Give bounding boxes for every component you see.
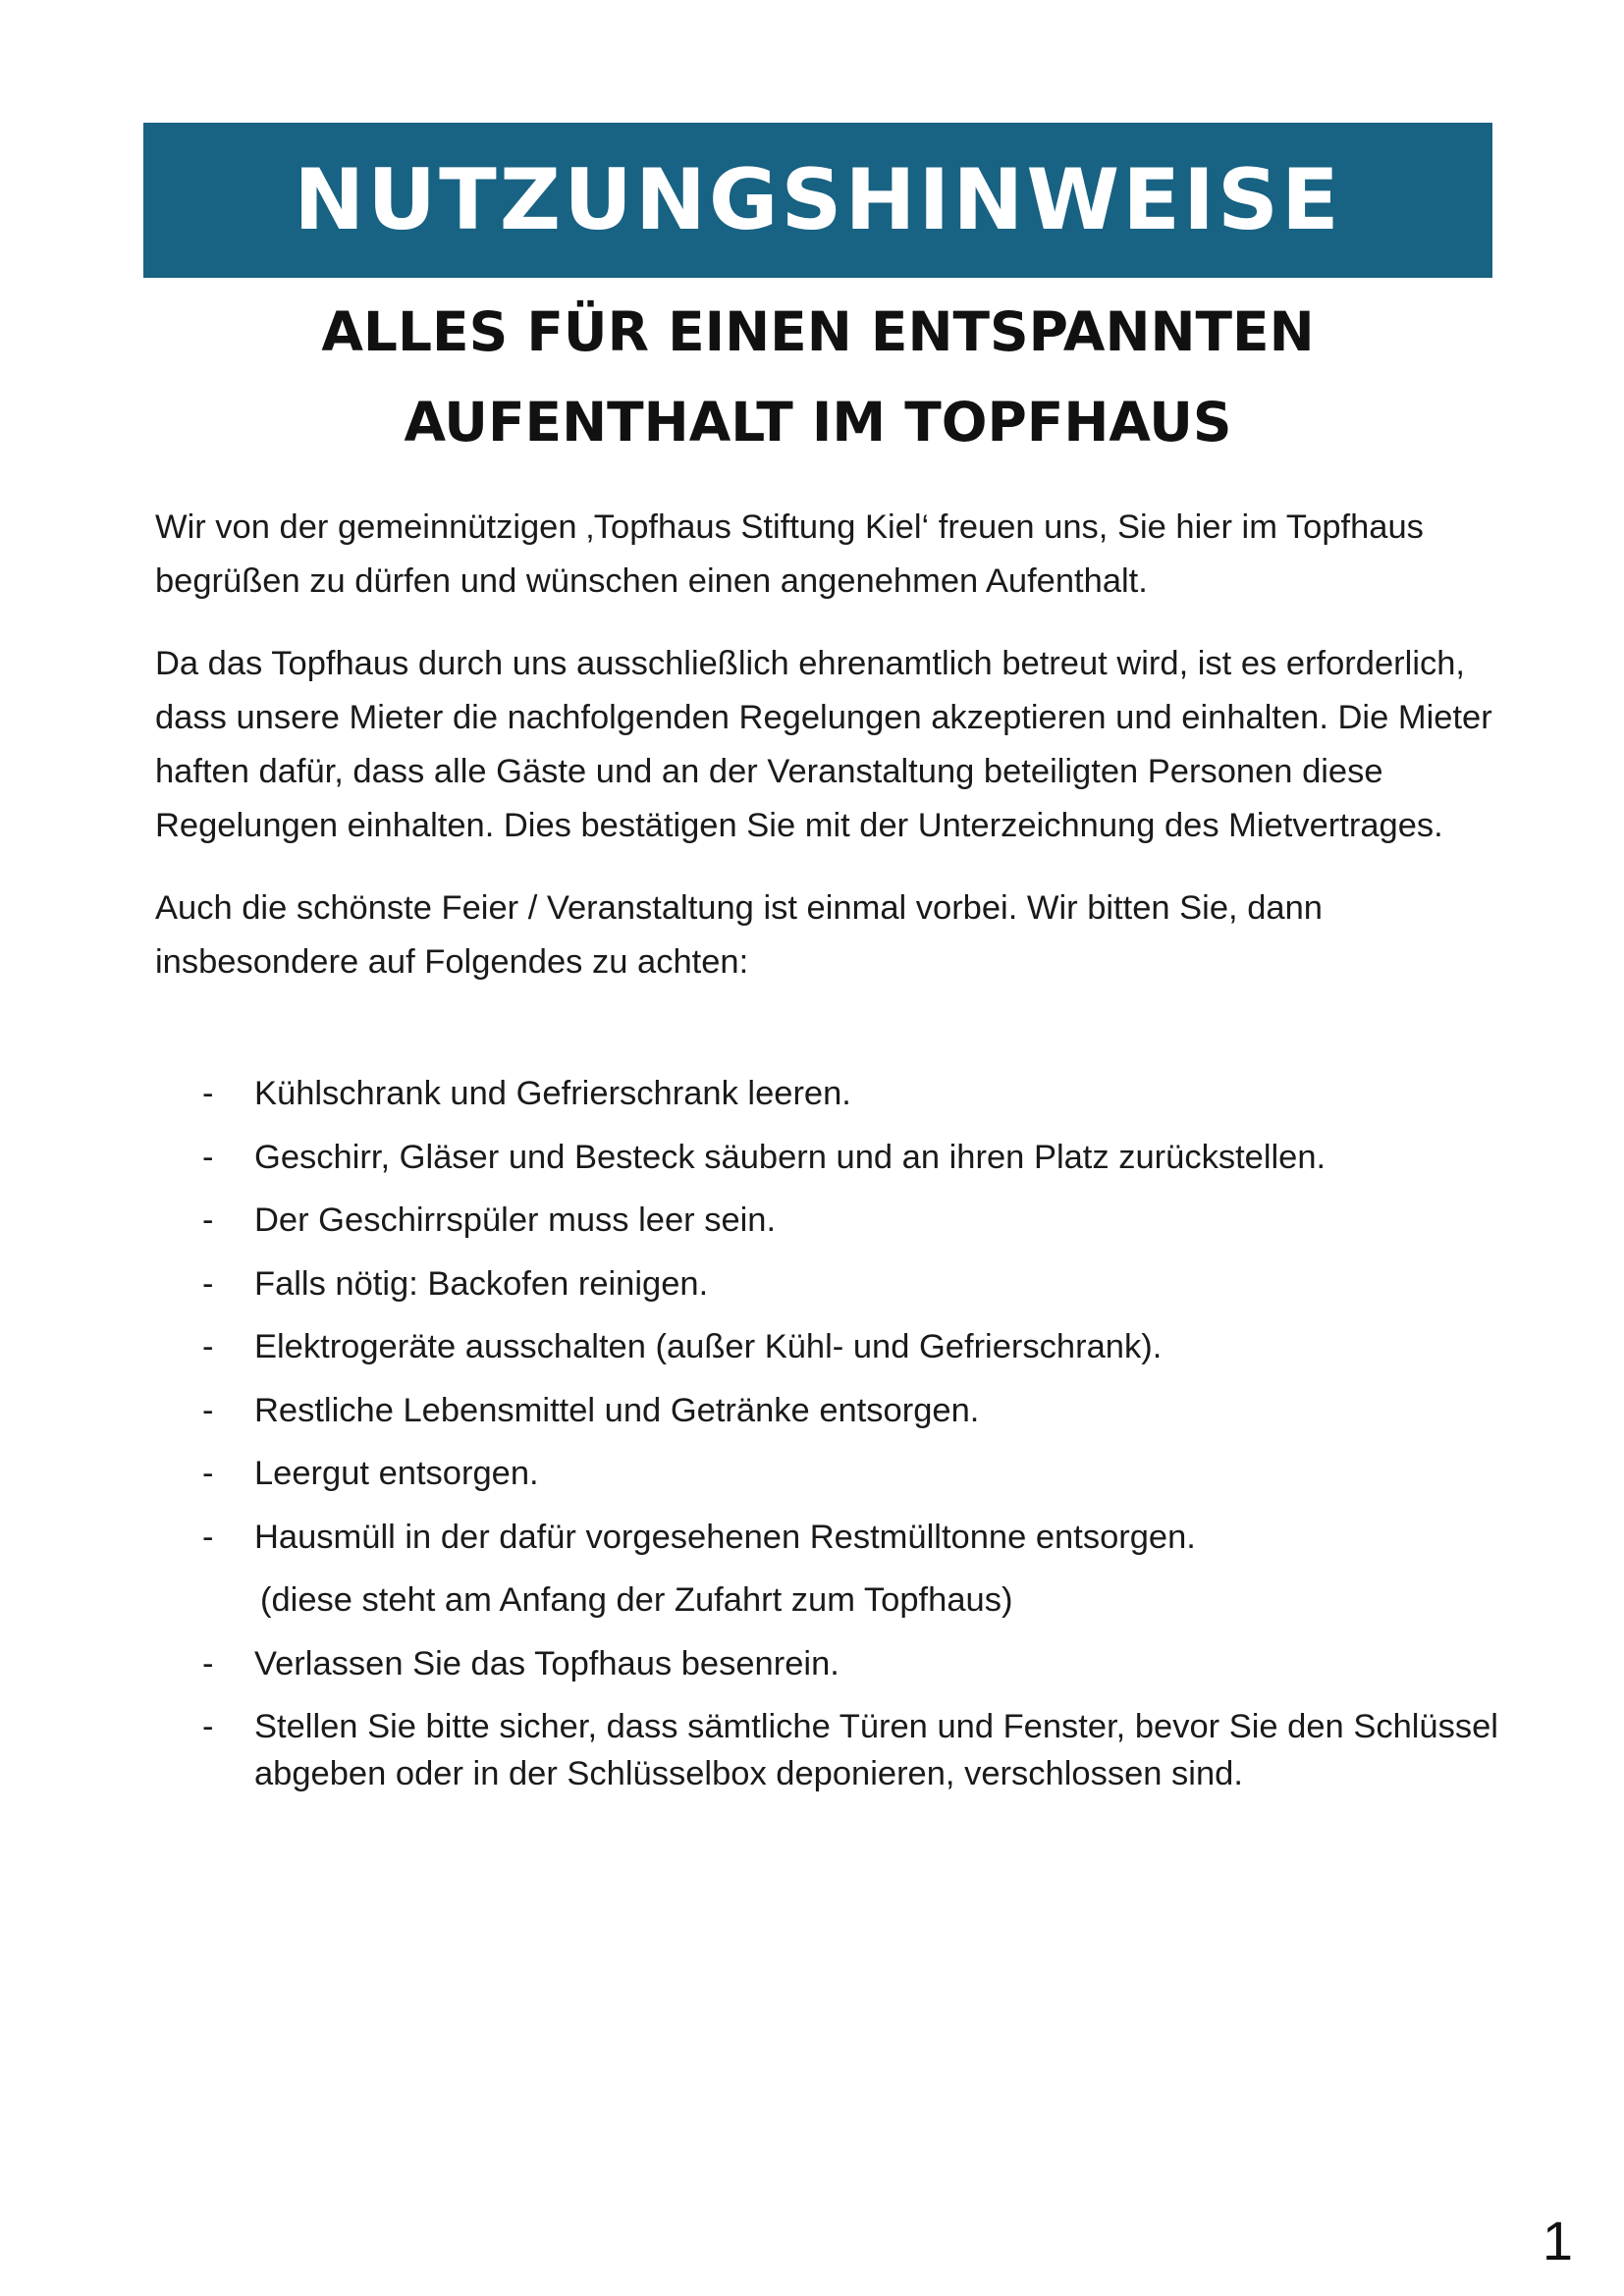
list-item (155, 1323, 1500, 1370)
intro-paragraph-checklist-lead: Auch die schönste Feier / Veranstaltung ist einmal vorbei. Wir bitten Sie, dann insbesondere auf Folgendes zu achten: (155, 889, 1323, 981)
list-bullet: - (202, 1264, 214, 1303)
list-item (155, 1197, 1500, 1244)
list-item (155, 1387, 1500, 1434)
list-bullet: - (202, 1075, 214, 1112)
departure-checklist (155, 1070, 1500, 1814)
list-item-text: Verlassen Sie das Topfhaus besenrein. (254, 1644, 839, 1682)
list-bullet: - (202, 1201, 214, 1239)
list-bullet: - (202, 1328, 214, 1365)
list-item (155, 1514, 1500, 1625)
list-bullet: - (202, 1391, 214, 1429)
intro-text (155, 501, 1500, 1018)
subtitle-line-1: ALLES FÜR EINEN ENTSPANNTEN (321, 300, 1315, 363)
list-item-text: Stellen Sie bitte sicher, dass sämtliche Türen und Fenster, bevor Sie den Schlüssel abgeben oder in der Schlüsselbox deponieren, verschlossen sind. (254, 1708, 1498, 1792)
subtitle-line-2: AUFENTHALT IM TOPFHAUS (404, 391, 1232, 454)
page-subtitle (143, 287, 1492, 467)
list-item-text: Geschirr, Gläser und Besteck säubern und an ihren Platz zurückstellen. (254, 1138, 1326, 1176)
list-item (155, 1450, 1500, 1497)
list-bullet: - (202, 1708, 214, 1745)
list-item (155, 1703, 1500, 1797)
list-item-text: Kühlschrank und Gefrierschrank leeren. (254, 1075, 851, 1112)
list-item-text: Elektrogeräte ausschalten (außer Kühl- und Gefrierschrank). (254, 1328, 1163, 1365)
list-item-text: Restliche Lebensmittel und Getränke entsorgen. (254, 1391, 980, 1429)
list-item (155, 1640, 1500, 1687)
list-item-text: Leergut entsorgen. (254, 1455, 539, 1492)
list-bullet: - (202, 1644, 214, 1682)
intro-paragraph-welcome: Wir von der gemeinnützigen ‚Topfhaus Stiftung Kiel‘ freuen uns, Sie hier im Topfhaus begrüßen zu dürfen und wünschen einen angenehmen Aufenthalt. (155, 508, 1424, 600)
list-item (155, 1070, 1500, 1117)
list-item (155, 1260, 1500, 1308)
list-item-note: (diese steht am Anfang der Zufahrt zum Topfhaus) (260, 1581, 1013, 1619)
list-bullet: - (202, 1138, 214, 1176)
list-item-text: Hausmüll in der dafür vorgesehenen Restmülltonne entsorgen. (254, 1518, 1196, 1556)
list-bullet: - (202, 1455, 214, 1492)
list-item (155, 1134, 1500, 1181)
title-banner (143, 123, 1492, 278)
list-item-text: Falls nötig: Backofen reinigen. (254, 1264, 709, 1303)
page-number: 1 (1542, 2210, 1573, 2271)
list-item-text: Der Geschirrspüler muss leer sein. (254, 1201, 777, 1239)
page-title: NUTZUNGSHINWEISE (294, 151, 1342, 249)
list-bullet: - (202, 1518, 214, 1556)
intro-paragraph-rules: Da das Topfhaus durch uns ausschließlich ehrenamtlich betreut wird, ist es erforderlich, dass unsere Mieter die nachfolgenden Regelungen akzeptieren und einhalten. Die Mieter haften dafür, dass alle Gäste und an der Veranstaltung beteiligten Personen diese Regelungen einhalten. Dies bestätigen Sie mit der Unterzeichnung des Mietvertrages. (155, 645, 1492, 844)
